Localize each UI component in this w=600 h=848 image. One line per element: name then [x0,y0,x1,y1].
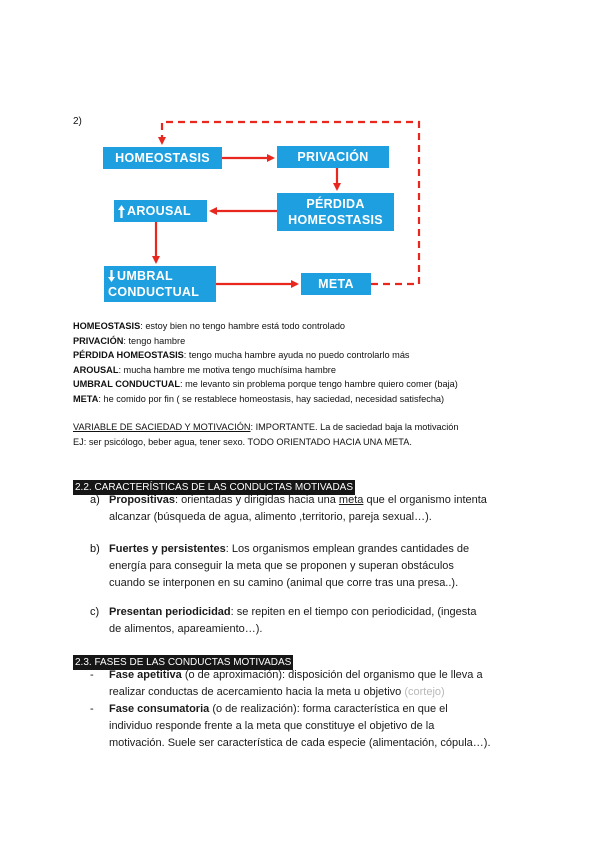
definition-term: META [73,393,99,404]
arrow-up-icon [118,205,125,218]
definition-text: : tengo mucha hambre ayuda no puedo controlarlo más [183,350,410,360]
list-item [90,541,550,592]
item-text: (o de realización): forma característica en que el [209,703,448,715]
item-line [109,541,550,558]
item-text: (o de aproximación): disposición del organismo que le lleva a [181,669,483,681]
box-perdida-homeostasis [277,193,394,231]
item-term: Propositivas [109,494,176,506]
motivation-cycle-diagram [0,0,600,320]
box-meta [301,273,371,295]
item-line [109,667,550,684]
note-line [73,420,543,435]
item-muted: (cortejo) [404,686,445,698]
note-rest: : IMPORTANTE. La de saciedad baja la motivación [250,422,459,432]
definition-term: PRIVACIÓN [73,335,124,346]
item-text: : orientadas y dirigidas hacia una [175,494,339,506]
box-perdida-label-1: PÉRDIDA [306,197,365,211]
item-text: : se repiten en el tiempo con periodicidad, (ingesta [230,606,477,618]
note-underlined: VARIABLE DE SACIEDAD Y MOTIVACIÓN [73,422,251,432]
box-homeostasis-label: HOMEOSTASIS [115,151,210,165]
list-marker: c) [90,606,100,618]
saciedad-note [73,420,543,449]
item-term: Presentan periodicidad [109,606,231,618]
item-line: cuando se interponen en su camino (animal que corre tras una presa..). [109,577,459,589]
box-perdida-label-2: HOMEOSTASIS [288,213,383,227]
definition-row [73,348,458,363]
item-text: que el organismo intenta [363,494,487,506]
box-umbral-label-2: CONDUCTUAL [108,285,200,299]
list-item [90,701,560,752]
item-line [109,701,560,718]
definition-term: HOMEOSTASIS [73,321,141,331]
item-text: realizar conductas de acercamiento hacia la meta u objetivo [109,686,405,698]
definition-term: AROUSAL [73,364,119,375]
item-line: motivación. Suele ser característica de cada especie (alimentación, cópula…). [109,737,491,749]
list-marker: b) [90,543,100,555]
item-line: individuo responde frente a la meta que constituye el objetivo de la [109,720,435,732]
box-arousal-label: AROUSAL [127,204,191,218]
item-line [109,604,550,621]
list-item [90,667,550,701]
box-privacion-label: PRIVACIÓN [297,150,369,164]
item-line: energía para conseguir la meta que se proponen y superan obstáculos [109,560,454,572]
item-line: de alimentos, apareamiento…). [109,623,263,635]
box-arousal [114,200,207,222]
definition-term: PÉRDIDA HOMEOSTASIS [73,350,184,360]
definition-row [73,377,458,392]
arrow-down-icon [108,270,115,282]
item-line: alcanzar (búsqueda de agua, alimento ,territorio, pareja sexual…). [109,511,432,523]
definition-text: : mucha hambre me motiva tengo muchísima hambre [118,364,336,375]
list-item [90,492,550,526]
note-example: EJ: ser psicólogo, beber agua, tener sexo. TODO ORIENTADO HACIA UNA META. [73,436,412,447]
definition-row [73,319,458,334]
definition-text: : me levanto sin problema porque tengo hambre quiero comer (baja) [180,379,458,389]
section-2-3-heading: 2.3. FASES DE LAS CONDUCTAS MOTIVADAS [75,657,292,668]
definition-text: : estoy bien no tengo hambre está todo controlado [140,321,346,331]
definition-text: : he comido por fin ( se restablece homeostasis, hay saciedad, necesidad satisfecha) [98,393,445,404]
definition-text: : tengo hambre [123,335,186,346]
item-line [109,492,550,509]
list-marker: a) [90,494,100,506]
section-number: 2) [73,116,82,127]
section-2-2-heading: 2.2. CARACTERÍSTICAS DE LAS CONDUCTAS MOTIVADAS [75,482,354,493]
list-marker: - [90,703,94,715]
list-marker: - [90,669,94,681]
box-umbral-conductual [104,266,216,302]
box-homeostasis [103,147,222,169]
item-term: Fase consumatoria [109,703,210,715]
box-umbral-line1 [108,268,173,284]
definitions-list [73,319,458,406]
item-line [109,684,550,701]
item-term: Fuertes y persistentes [109,543,226,555]
definition-row [73,363,458,378]
box-meta-label: META [318,277,354,291]
list-item [90,604,550,638]
item-text: : Los organismos emplean grandes cantidades de [225,543,470,555]
definition-row [73,334,458,349]
definition-row [73,392,458,407]
definition-term: UMBRAL CONDUCTUAL [73,379,181,389]
box-umbral-label-1: UMBRAL [117,269,173,283]
box-privacion [277,146,389,168]
item-term: Fase apetitiva [109,669,182,681]
item-underlined: meta [338,494,364,506]
